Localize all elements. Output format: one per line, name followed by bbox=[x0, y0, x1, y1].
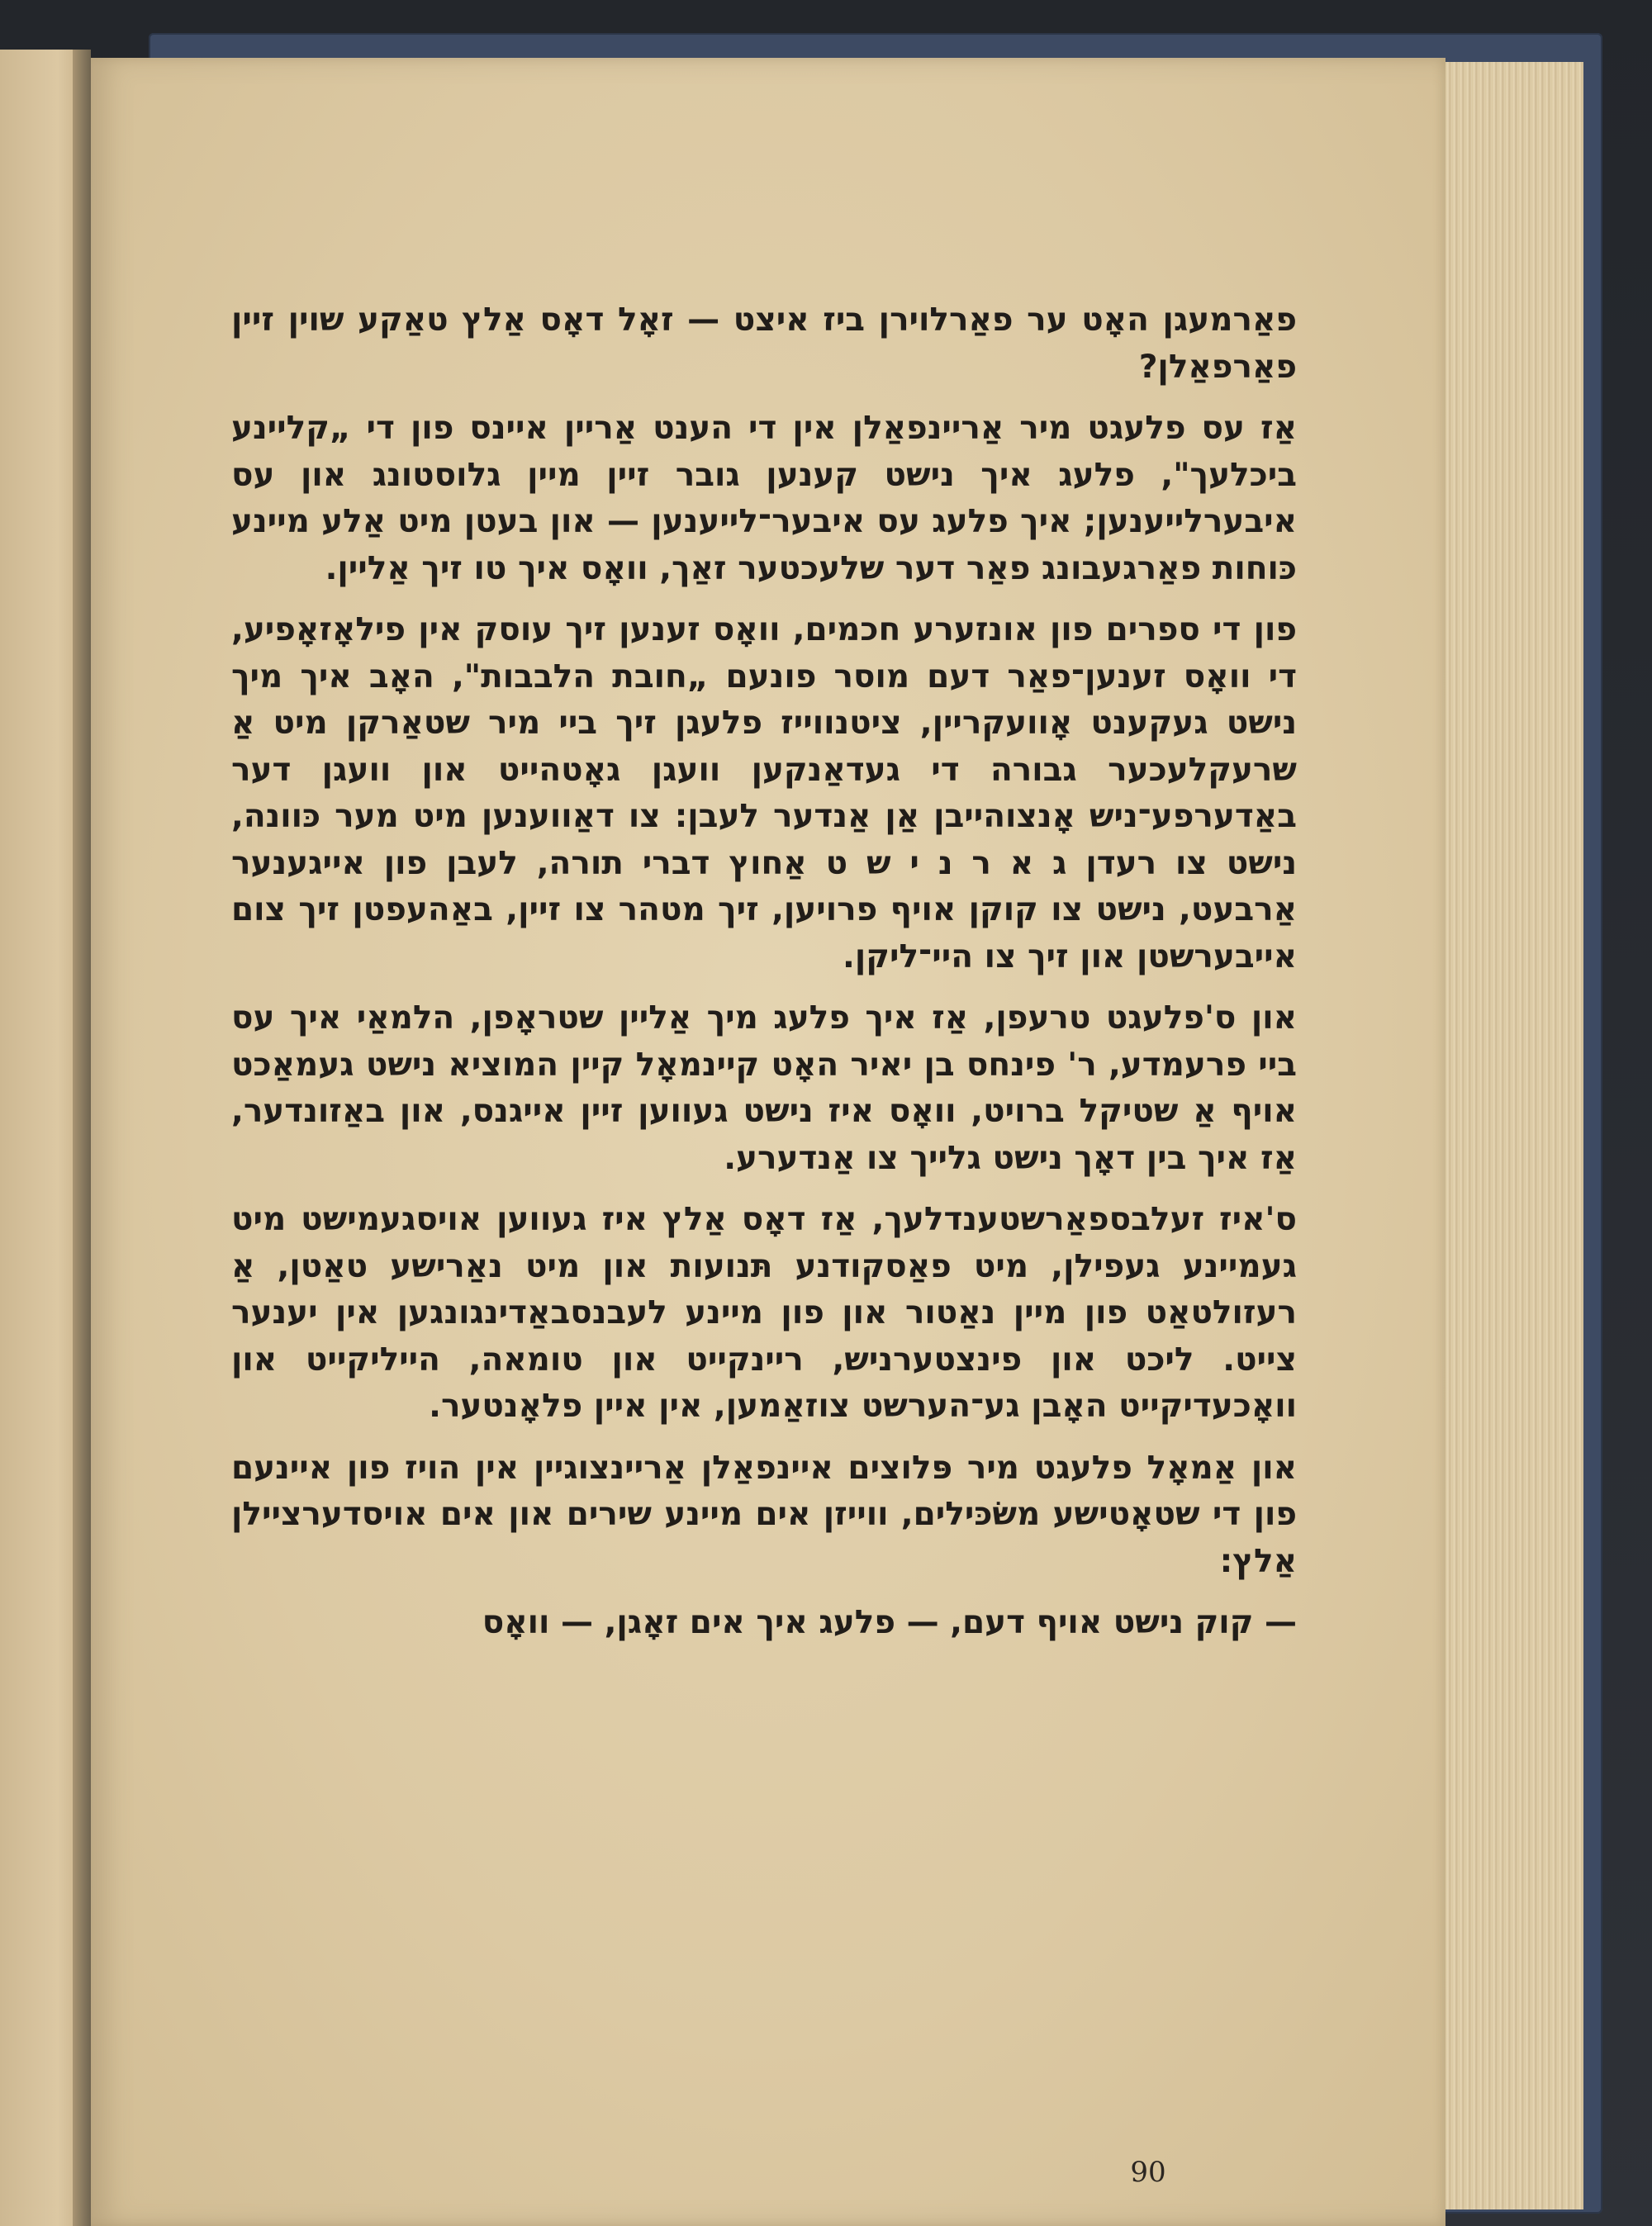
left-page-edge bbox=[0, 50, 83, 2226]
paragraph: פאַרמעגן האָט ער פאַרלוירן ביז איצט — זאָל דאָס אַלץ טאַקע שוין זיין פאַרפאַלן? bbox=[231, 301, 1297, 386]
book-gutter bbox=[73, 50, 91, 2226]
paragraph: פון די ספרים פון אונזערע חכמים, וואָס זענען זיך עוסק אין פילאָזאָפיע, די וואָס זענען־פאַר דעם מוסר פונעם „חובת הלבבות", האָב איך מיך נישט געקענט אָוועקריין, ציטנווייז פלעגן זיך ביי מיר שטאַרקן מיט אַ שרעקלעכער גבורה די געדאַנקען וועגן גאָטהייט און וועגן דער באַדערפע־ניש אָנצוהייבן אַן אַנדער לעבן: צו דאַווענען מיט מער כּוונה, נישט צו רעדן ג א ר נ י ש ט אַחוץ דברי תורה, לעבן פון אייגענער אַרבעט, נישט צו קוקן אויף פרויען, זיך מטהר צו זיין, באַהעפטן זיך צום אייבערשטן און זיך צו היי־ליקן. bbox=[231, 611, 1297, 975]
paragraph: אַז עס פלעגט מיר אַריינפאַלן אין די הענט אַריין איינס פון די „קליינע ביכלעך", פלעג איך נישט קענען גובר זיין מיין גלוסטונג און עס איבערלייענען; איך פלעג עס איבער־לייענען — און בעטן מיט אַלע מיינע כּוחות פאַרגעבונג פאַר דער שלעכטער זאַך, וואָס איך טו זיך אַליין. bbox=[231, 410, 1297, 587]
paragraph: און אַמאָל פלעגט מיר פּלוצים איינפאַלן אַריינצוגיין אין הויז פון איינעם פון די שטאָטישע משׂכּילים, ווייזן אים מיינע שירים און אים אויסדערציילן אַלץ: bbox=[231, 1449, 1297, 1580]
paragraph: ס'איז זעלבספאַרשטענדלעך, אַז דאָס אַלץ איז געווען אויסגעמישט מיט געמיינע געפילן, מיט פאַסקודנע תּנועות און מיט נאַרישע טאַטן, אַ רעזולטאַט פון מיין נאַטור און פון מיינע לעבנסבאַדינגונגען אין יענער צייט. ליכט און פינצטערניש, ריינקייט און טומאה, הייליקייט און וואָכעדיקייט האָבן גע־הערשט צוזאַמען, אין איין פלאָנטער. bbox=[231, 1201, 1297, 1425]
paragraph: — קוק נישט אויף דעם, — פלעג איך אים זאָגן, — וואָס bbox=[482, 1604, 1297, 1641]
page-stack-edges bbox=[1437, 62, 1583, 2209]
page-number: 90 bbox=[1130, 2156, 1166, 2189]
paragraph: און ס'פלעגט טרעפן, אַז איך פלעג מיך אַליין שטראָפן, הלמאַי איך עס ביי פרעמדע, ר' פינחס בן יאיר האָט קיינמאָל קיין המוציא נישט געמאַכט אויף אַ שטיקל ברויט, וואָס איז נישט געווען זיין אייגנס, און באַזונדער, אַז איך בין דאָך נישט גלייך צו אַנדערע. bbox=[231, 999, 1297, 1177]
page-text bbox=[231, 297, 1297, 1662]
book-page bbox=[91, 58, 1446, 2226]
